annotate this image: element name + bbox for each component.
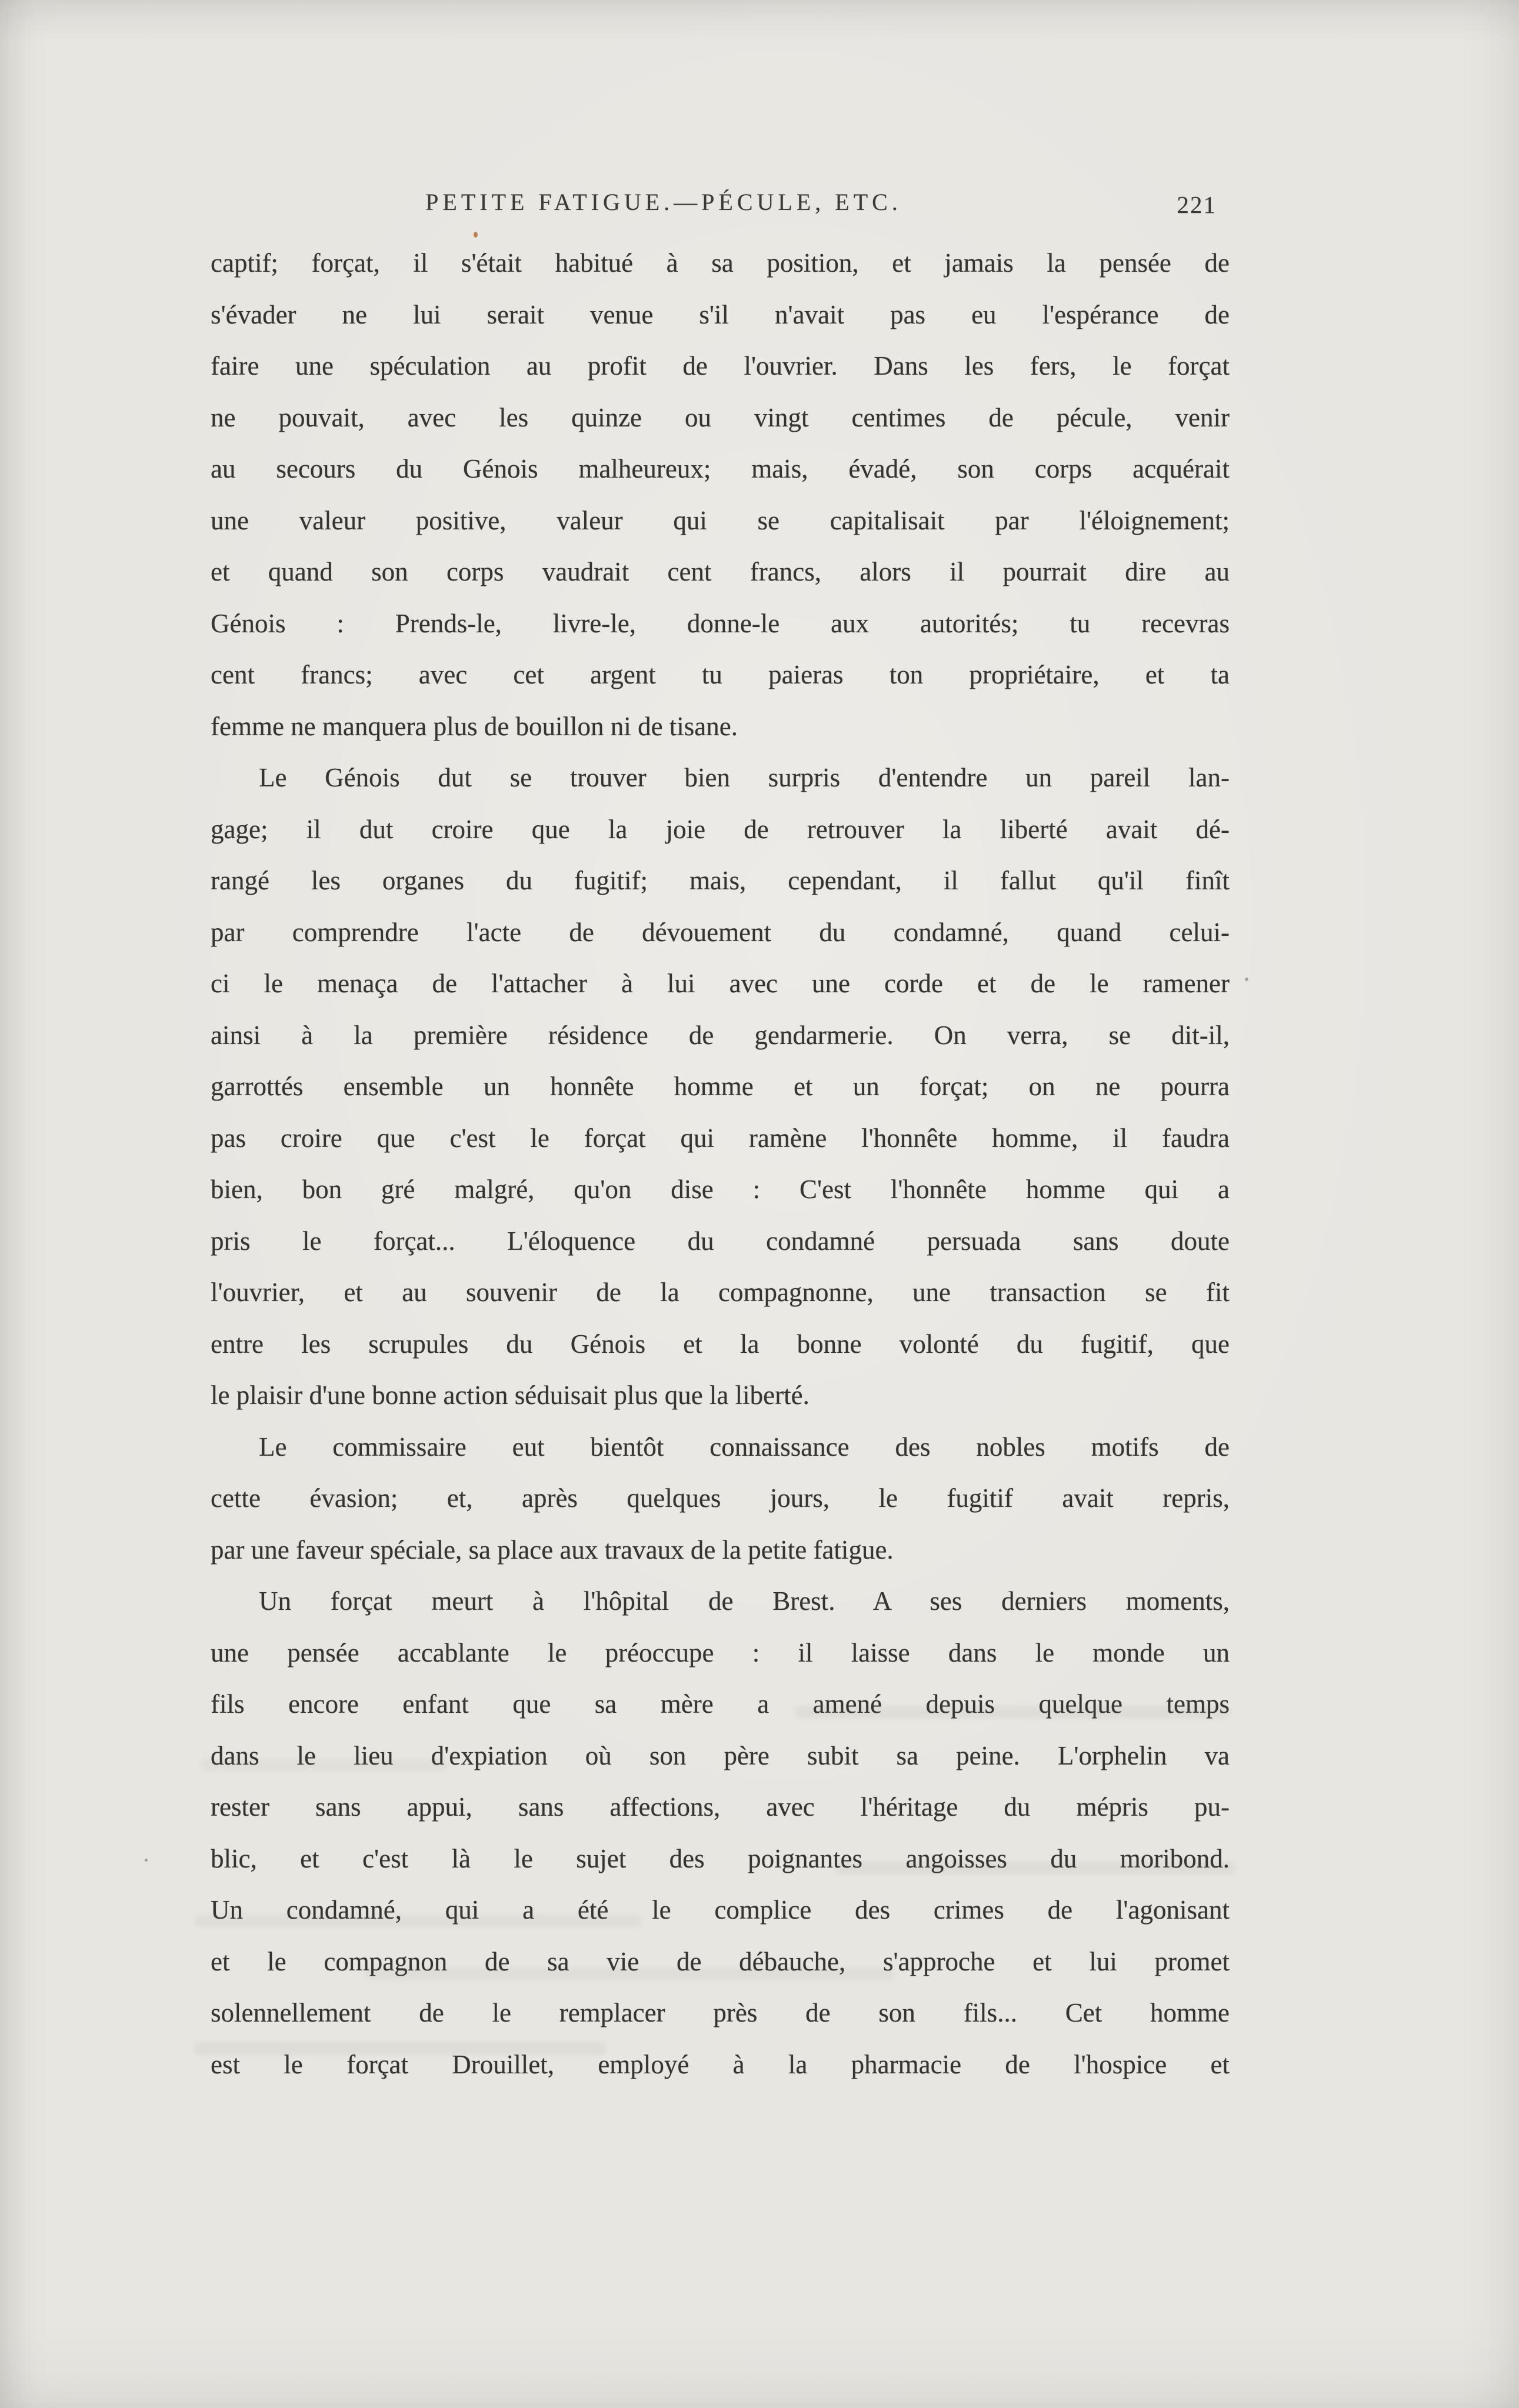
text-line: gage; il dut croire que la joie de retrouver la liberté avait dé- (211, 814, 1230, 844)
show-through-ghost (835, 1862, 1235, 1875)
page-body (211, 238, 1230, 2090)
running-header (0, 0, 1519, 235)
text-line: est le forçat Drouillet, employé à la pharmacie de l'hospice et (211, 2049, 1230, 2079)
show-through-ghost (794, 1706, 1230, 1719)
show-through-ghost (194, 1915, 641, 1927)
text-line: Génois : Prends-le, livre-le, donne-le aux autorités; tu recevras (211, 608, 1230, 638)
show-through-ghost (194, 2042, 606, 2055)
text-line: blic, et c'est là le sujet des poignantes angoisses du moribond. (211, 1843, 1230, 1873)
ink-speck (145, 1859, 148, 1862)
text-line: dans le lieu d'expiation où son père subit sa peine. L'orphelin va (211, 1740, 1230, 1770)
text-line: solennellement de le remplacer près de son fils... Cet homme (211, 1998, 1230, 2027)
text-line: une valeur positive, valeur qui se capitalisait par l'éloignement; (211, 505, 1230, 535)
text-line: femme ne manquera plus de bouillon ni de tisane. (211, 711, 738, 741)
text-line: s'évader ne lui serait venue s'il n'avait pas eu l'espérance de (211, 299, 1230, 329)
text-line: ci le menaça de l'attacher à lui avec une corde et de le ramener (211, 969, 1230, 998)
text-line: cette évasion; et, après quelques jours, le fugitif avait repris, (211, 1483, 1230, 1513)
text-line: Le Génois dut se trouver bien surpris d'entendre un pareil lan- (259, 763, 1230, 792)
text-line: rester sans appui, sans affections, avec l'héritage du mépris pu- (211, 1792, 1230, 1822)
paper-fleck (474, 232, 478, 238)
text-line: ne pouvait, avec les quinze ou vingt centimes de pécule, venir (211, 402, 1230, 432)
text-line: Un forçat meurt à l'hôpital de Brest. A ses derniers moments, (259, 1586, 1230, 1616)
running-title: PETITE FATIGUE.—PÉCULE, ETC. (425, 189, 902, 215)
text-line: pris le forçat... L'éloquence du condamné persuada sans doute (211, 1226, 1230, 1256)
text-line: au secours du Génois malheureux; mais, évadé, son corps acquérait (211, 454, 1230, 483)
paragraph (211, 238, 1230, 752)
text-line: rangé les organes du fugitif; mais, cependant, il fallut qu'il finît (211, 866, 1230, 895)
ink-speck (1245, 978, 1248, 981)
show-through-ghost (200, 1759, 447, 1772)
page-number: 221 (1177, 191, 1217, 218)
text-line: faire une spéculation au profit de l'ouvrier. Dans les fers, le forçat (211, 351, 1230, 381)
text-line: pas croire que c'est le forçat qui ramène l'honnête homme, il faudra (211, 1123, 1230, 1153)
text-line: une pensée accablante le préoccupe : il laisse dans le monde un (211, 1637, 1230, 1667)
text-line: le plaisir d'une bonne action séduisait plus que la liberté. (211, 1380, 810, 1410)
show-through-ghost (365, 1967, 894, 1980)
paragraph (211, 1576, 1230, 2090)
text-line: par une faveur spéciale, sa place aux travaux de la petite fatigue. (211, 1535, 894, 1565)
text-line: entre les scrupules du Génois et la bonne volonté du fugitif, que (211, 1329, 1230, 1359)
text-line: et le compagnon de sa vie de débauche, s'approche et lui promet (211, 1946, 1230, 1976)
text-line: par comprendre l'acte de dévouement du condamné, quand celui- (211, 917, 1230, 947)
text-line: et quand son corps vaudrait cent francs, alors il pourrait dire au (211, 557, 1230, 586)
text-line: l'ouvrier, et au souvenir de la compagnonne, une transaction se fit (211, 1278, 1230, 1307)
text-line: ainsi à la première résidence de gendarmerie. On verra, se dit-il, (211, 1020, 1230, 1050)
text-line: fils encore enfant que sa mère a amené depuis quelque temps (211, 1689, 1230, 1719)
text-line: Un condamné, qui a été le complice des crimes de l'agonisant (211, 1895, 1230, 1925)
text-line: garrottés ensemble un honnête homme et un forçat; on ne pourra (211, 1072, 1230, 1101)
text-line: bien, bon gré malgré, qu'on dise : C'est l'honnête homme qui a (211, 1175, 1230, 1204)
paragraph (211, 752, 1230, 1422)
text-line: cent francs; avec cet argent tu paieras ton propriétaire, et ta (211, 660, 1230, 689)
text-line: Le commissaire eut bientôt connaissance des nobles motifs de (259, 1432, 1230, 1462)
text-line: captif; forçat, il s'était habitué à sa position, et jamais la pensée de (211, 248, 1230, 278)
paragraph (211, 1422, 1230, 1576)
